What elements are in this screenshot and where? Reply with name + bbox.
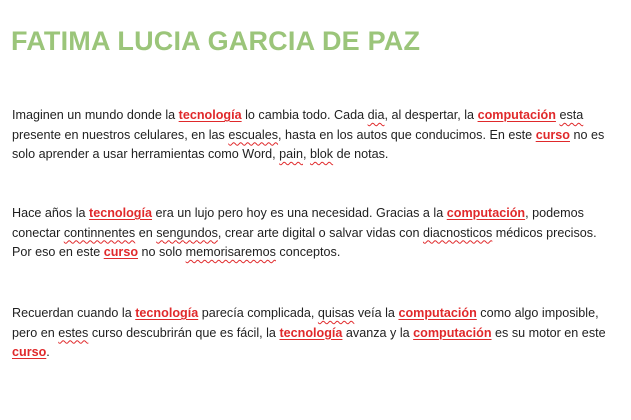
paragraph-text-run: , hasta en los autos que conducimos. En este (278, 127, 536, 142)
paragraph-3 (12, 304, 612, 363)
highlighted-keyword: computación (446, 206, 526, 220)
highlighted-keyword: curso (12, 345, 47, 359)
highlighted-keyword: computación (398, 306, 477, 320)
paragraph-text-run: veía la (354, 306, 399, 320)
paragraph-text-run: curso descubrirán que es fácil, la (88, 325, 280, 340)
paragraph-text-run: , al despertar, la (384, 108, 478, 122)
misspelled-word: memorisaremos (185, 245, 276, 259)
misspelled-word: pain (279, 147, 303, 161)
paragraph-text-run: presente en nuestros celulares, en las (12, 127, 229, 142)
paragraph-text-run: , podemos conectar (12, 206, 584, 240)
paragraph-text-run: conceptos. (275, 245, 341, 259)
paragraph-text-run: avanza y la (342, 325, 414, 340)
paragraph-text-run: médicos precisos. Por eso en este (12, 225, 597, 259)
paragraph-text-run: como algo imposible, pero en (12, 306, 599, 340)
paragraph-text-run: de notas. (333, 147, 389, 161)
paragraph-text-run: , crear arte digital o salvar vidas con (217, 225, 423, 240)
highlighted-keyword: tecnología (89, 206, 152, 220)
misspelled-word: continnentes (63, 225, 136, 240)
highlighted-keyword: computación (477, 108, 556, 122)
paragraph-text-run: . (46, 345, 50, 359)
paragraph-text-run: no solo (138, 245, 186, 259)
misspelled-word: esta (559, 108, 584, 122)
highlighted-keyword: tecnología (279, 325, 343, 340)
paragraph-text-run: , (302, 147, 310, 161)
paragraph-text-run: era un lujo pero hoy es una necesidad. Gracias a la (152, 206, 447, 220)
misspelled-word: sengundos (156, 225, 218, 240)
misspelled-word: diacnosticos (422, 225, 493, 240)
paragraph-text-run: parecía complicada, (198, 306, 318, 320)
paragraph-text-run: es su motor en este (491, 325, 606, 340)
highlighted-keyword: curso (103, 245, 139, 259)
misspelled-word: quisas (317, 306, 355, 320)
misspelled-word: blok (309, 147, 334, 161)
misspelled-word: estes (58, 325, 89, 340)
highlighted-keyword: tecnología (135, 306, 199, 320)
paragraph-text-run: lo cambia todo. Cada (241, 108, 368, 122)
highlighted-keyword: tecnología (178, 108, 242, 122)
paragraph-text-run: en (135, 225, 157, 240)
misspelled-word: escuales (228, 127, 279, 142)
paragraph-1 (12, 106, 612, 165)
paragraph-2 (12, 204, 612, 263)
paragraph-text-run: Hace años la (12, 206, 90, 220)
paragraph-text-run: Recuerdan cuando la (12, 306, 136, 320)
highlighted-keyword: curso (535, 127, 570, 142)
paragraph-text-run: Imaginen un mundo donde la (12, 108, 179, 122)
misspelled-word: dia (367, 108, 385, 122)
paragraph-text-run: no es solo aprender a usar herramientas como Word, (12, 127, 605, 161)
document-title: FATIMA LUCIA GARCIA DE PAZ (11, 26, 421, 56)
highlighted-keyword: computación (413, 325, 492, 340)
